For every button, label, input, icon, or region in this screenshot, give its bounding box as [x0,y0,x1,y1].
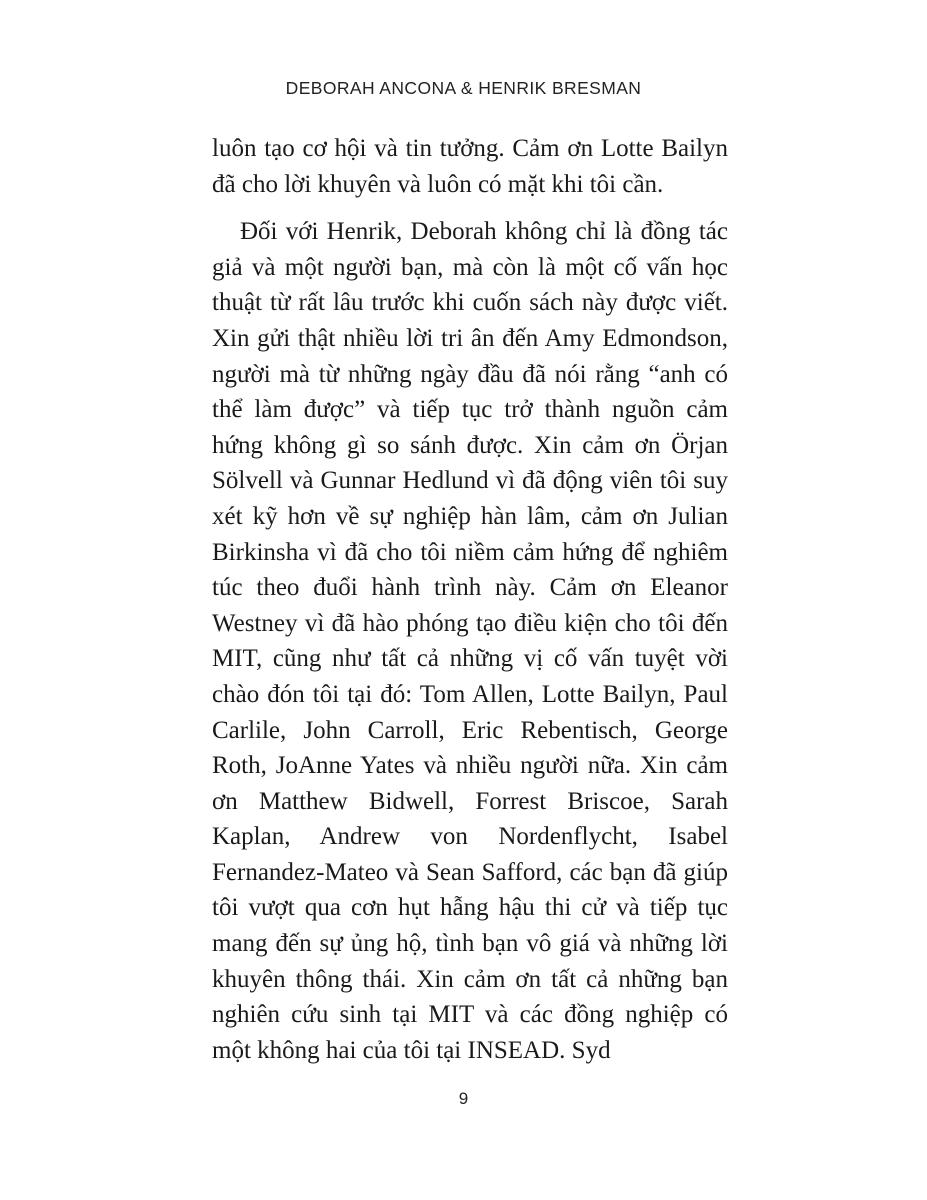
paragraph-continuation: luôn tạo cơ hội và tin tưởng. Cảm ơn Lotte Bailyn đã cho lời khuyên và luôn có mặt khi tôi cần. [212,135,728,198]
page-number: 9 [458,1089,469,1108]
paragraph-henrik-acknowledgements: Đối với Henrik, Deborah không chỉ là đồng tác giả và một người bạn, mà còn là một cố vấn học thuật từ rất lâu trước khi cuốn sách này được viết. Xin gửi thật nhiều lời tri ân đến Amy Edmondson, người mà từ những ngày đầu đã nói rằng “anh có thể làm được” và tiếp tục trở thành nguồn cảm hứng không gì so sánh được. Xin cảm ơn Örjan Sölvell và Gunnar Hedlund vì đã động viên tôi suy xét kỹ hơn về sự nghiệp hàn lâm, cảm ơn Julian Birkinsha vì đã cho tôi niềm cảm hứng để nghiêm túc theo đuổi hành trình này. Cảm ơn Eleanor Westney vì đã hào phóng tạo điều kiện cho tôi đến MIT, cũng như tất cả những vị cố vấn tuyệt vời chào đón tôi tại đó: Tom Allen, Lotte Bailyn, Paul Carlile, John Carroll, Eric Rebentisch, George Roth, JoAnne Yates và nhiều người nữa. Xin cảm ơn Matthew Bidwell, Forrest Briscoe, Sarah Kaplan, Andrew von Nordenflycht, Isabel Fernandez-Mateo và Sean Safford, các bạn đã giúp tôi vượt qua cơn hụt hẫng hậu thi cử và tiếp tục mang đến sự ủng hộ, tình bạn vô giá và những lời khuyên thông thái. Xin cảm ơn tất cả những bạn nghiên cứu sinh tại MIT và các đồng nghiệp có một không hai của tôi tại INSEAD. Syd [212,218,728,1064]
running-header: DEBORAH ANCONA & HENRIK BRESMAN [285,78,642,98]
body-text [212,131,728,1068]
